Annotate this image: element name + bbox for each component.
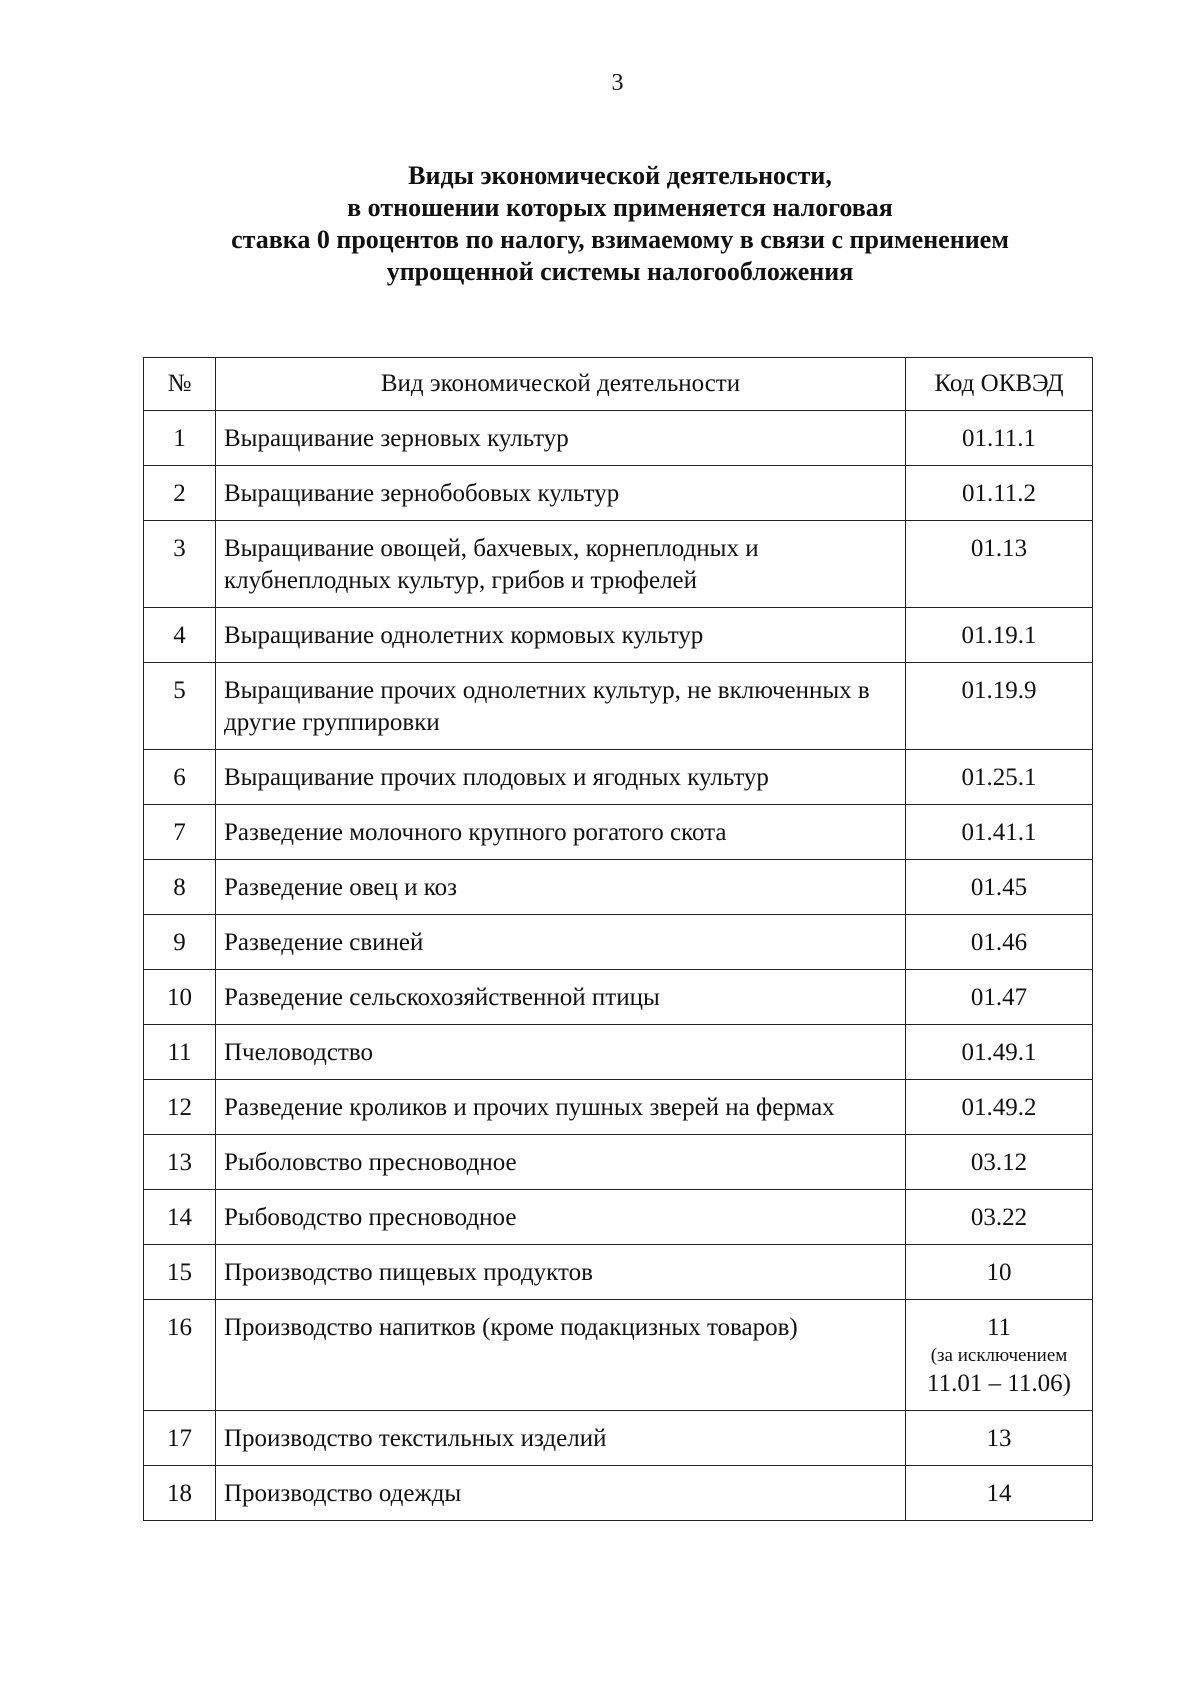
okved-code: 01.25.1 <box>906 750 1093 805</box>
row-number: 15 <box>144 1245 216 1300</box>
table-row <box>144 1025 1093 1080</box>
table-row <box>144 1190 1093 1245</box>
okved-code-note: (за исключением <box>930 1345 1068 1366</box>
row-number: 5 <box>144 663 216 750</box>
okved-code: 01.49.1 <box>906 1025 1093 1080</box>
table-row <box>144 466 1093 521</box>
okved-code: 01.11.1 <box>906 411 1093 466</box>
row-number: 8 <box>144 860 216 915</box>
row-number: 13 <box>144 1135 216 1190</box>
okved-code: 03.22 <box>906 1190 1093 1245</box>
table-row <box>144 805 1093 860</box>
activity-name: Выращивание зернобобовых культур <box>216 466 906 521</box>
activity-name: Производство текстильных изделий <box>216 1411 906 1466</box>
activity-name: Рыболовство пресноводное <box>216 1135 906 1190</box>
okved-code: 01.47 <box>906 970 1093 1025</box>
okved-code: 01.11.2 <box>906 466 1093 521</box>
okved-code: 10 <box>906 1245 1093 1300</box>
okved-code: 01.46 <box>906 915 1093 970</box>
activity-name: Разведение молочного крупного рогатого скота <box>216 805 906 860</box>
row-number: 16 <box>144 1300 216 1411</box>
page-number: 3 <box>611 70 624 96</box>
row-number: 2 <box>144 466 216 521</box>
activity-name: Пчеловодство <box>216 1025 906 1080</box>
row-number: 10 <box>144 970 216 1025</box>
okved-code: 01.13 <box>906 521 1093 608</box>
row-number: 14 <box>144 1190 216 1245</box>
table-row <box>144 1080 1093 1135</box>
row-number: 3 <box>144 521 216 608</box>
okved-code-range: 11.01 – 11.06) <box>927 1370 1071 1397</box>
row-number: 18 <box>144 1466 216 1521</box>
activity-name: Выращивание прочих плодовых и ягодных культур <box>216 750 906 805</box>
activity-name: Разведение кроликов и прочих пушных зверей на фермах <box>216 1080 906 1135</box>
table-row <box>144 521 1093 608</box>
okved-code: 01.19.1 <box>906 608 1093 663</box>
title-line-3: ставка 0 процентов по налогу, взимаемому в связи с применением <box>231 225 1009 254</box>
table-row <box>144 663 1093 750</box>
title-line-2: в отношении которых применяется налоговая <box>347 193 893 222</box>
row-number: 4 <box>144 608 216 663</box>
activity-name: Выращивание однолетних кормовых культур <box>216 608 906 663</box>
okved-code: 14 <box>906 1466 1093 1521</box>
row-number: 9 <box>144 915 216 970</box>
table-row <box>144 1466 1093 1521</box>
activity-name: Выращивание прочих однолетних культур, не включенных в другие группировки <box>216 663 906 750</box>
table-row <box>144 1135 1093 1190</box>
activity-name: Разведение сельскохозяйственной птицы <box>216 970 906 1025</box>
activity-name: Выращивание зерновых культур <box>216 411 906 466</box>
activity-name: Производство напитков (кроме подакцизных товаров) <box>216 1300 906 1411</box>
title-line-1: Виды экономической деятельности, <box>408 161 832 190</box>
row-number: 12 <box>144 1080 216 1135</box>
row-number: 6 <box>144 750 216 805</box>
table-row <box>144 411 1093 466</box>
document-title <box>140 160 1100 288</box>
table-row <box>144 750 1093 805</box>
header-num: № <box>144 358 216 411</box>
activity-name: Производство одежды <box>216 1466 906 1521</box>
activity-name: Разведение овец и коз <box>216 860 906 915</box>
okved-code: 01.49.2 <box>906 1080 1093 1135</box>
okved-code: 01.19.9 <box>906 663 1093 750</box>
activity-name: Выращивание овощей, бахчевых, корнеплодных и клубнеплодных культур, грибов и трюфелей <box>216 521 906 608</box>
okved-table <box>143 357 1093 1521</box>
okved-code: 11 <box>986 1314 1012 1341</box>
activity-name: Разведение свиней <box>216 915 906 970</box>
table-row <box>144 860 1093 915</box>
table-row <box>144 915 1093 970</box>
table-row <box>144 1300 1093 1411</box>
row-number: 7 <box>144 805 216 860</box>
okved-code: 01.45 <box>906 860 1093 915</box>
title-line-4: упрощенной системы налогообложения <box>386 257 854 286</box>
table-header-row <box>144 358 1093 411</box>
okved-code: 13 <box>906 1411 1093 1466</box>
table-row <box>144 1411 1093 1466</box>
header-activity: Вид экономической деятельности <box>216 358 906 411</box>
table-row <box>144 608 1093 663</box>
activity-name: Производство пищевых продуктов <box>216 1245 906 1300</box>
okved-code: 01.41.1 <box>906 805 1093 860</box>
table-row <box>144 1245 1093 1300</box>
okved-code: 03.12 <box>906 1135 1093 1190</box>
activity-name: Рыбоводство пресноводное <box>216 1190 906 1245</box>
table-row <box>144 970 1093 1025</box>
row-number: 17 <box>144 1411 216 1466</box>
row-number: 1 <box>144 411 216 466</box>
okved-code-cell <box>906 1300 1093 1411</box>
header-code: Код ОКВЭД <box>906 358 1093 411</box>
row-number: 11 <box>144 1025 216 1080</box>
